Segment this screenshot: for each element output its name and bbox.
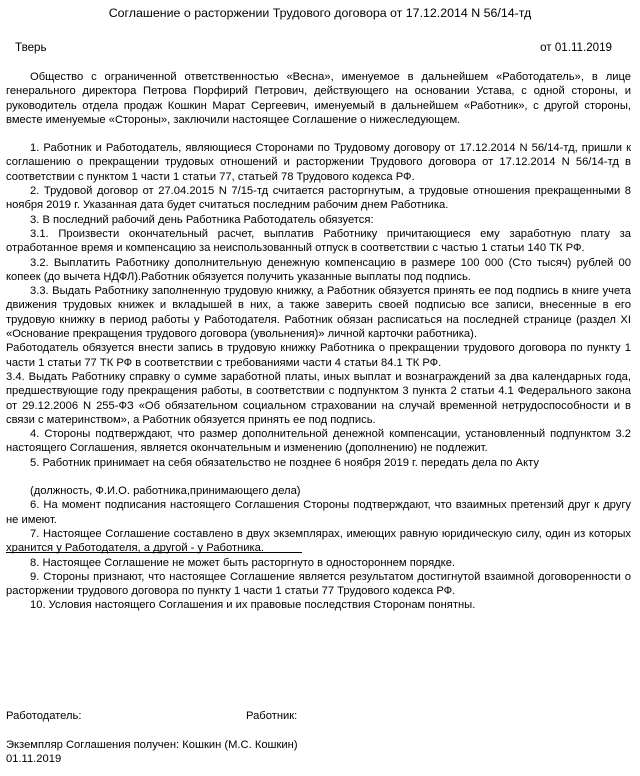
- city: Тверь: [15, 41, 47, 54]
- clause-9: 9. Стороны признают, что настоящее Соглашение является результатом достигнутой взаимной договоренности о расторжении трудового договора по пункту 1 части 1 статьи 77 Трудового кодекса РФ.: [6, 570, 631, 598]
- clause-3: 3. В последний рабочий день Работника Работодатель обязуется:: [30, 213, 374, 226]
- clause-3-4: 3.4. Выдать Работнику справку о сумме заработной платы, иных выплат и вознаграждений за два календарных года, предшествующие году прекращения работы, в соответствии с подпунктом 3 пункта 2 статьи 4.1 Федерального закона от 29.12.2006 N 255-ФЗ «Об обязательном социальном страховании на случай временной нетрудоспособности и в связи с материнством», а Работник обязуется принять ее под подпись.: [6, 370, 631, 426]
- clause-7: 7. Настоящее Соглашение составлено в двух экземплярах, имеющих равную юридическую силу, один из которых хранится у Работодателя, а другой - у Работника.: [6, 527, 631, 555]
- clause-10: 10. Условия настоящего Соглашения и их правовые последствия Сторонам понятны.: [30, 599, 476, 612]
- clause-2: 2. Трудовой договор от 27.04.2015 N 7/15-тд считается расторгнутым, а трудовые отношения прекращенными 8 ноября 2019 г. Указанная дата будет считаться последним рабочим днем Работника.: [6, 185, 631, 212]
- fill-in-line: [6, 552, 302, 553]
- clause-5-note: (должность, Ф.И.О. работника,принимающего дела): [30, 485, 301, 498]
- clause-3-3: 3.3. Выдать Работнику заполненную трудовую книжку, а Работник обязуется принять ее под подпись в книге учета движения трудовых книжек и вкладышей в них, а также заверить своей подписью все записи, внесенные в его трудовую книжку в период работы у Работодателя. Работник обязан расписаться на последней странице (раздел XI «Основание прекращения трудового договора (увольнения)» личной карточки работника).: [6, 285, 631, 341]
- spacer: [6, 127, 631, 141]
- document-title: Соглашение о расторжении Трудового договора от 17.12.2014 N 56/14-тд: [108, 6, 532, 20]
- received-date: 01.11.2019: [6, 753, 62, 765]
- spacer: [6, 470, 631, 484]
- document-date: от 01.11.2019: [540, 41, 612, 54]
- clause-4: 4. Стороны подтверждают, что размер дополнительной денежной компенсации, установленный подпунктом 3.2 настоящего Соглашения, является окончательным и изменению (дополнению) не подлежит.: [6, 428, 631, 455]
- clause-1: 1. Работник и Работодатель, являющиеся Сторонами по Трудовому договору от 17.12.2014 N 56/14-тд, пришли к соглашению о прекращении трудовых отношений и расторжении Трудового договора от 17.12.2014 N 56/14-тд в соответствии с пунктом 1 части 1 статьи 77, статьей 78 Трудового кодекса РФ.: [6, 142, 631, 183]
- intro-paragraph: Общество с ограниченной ответственностью «Весна», именуемое в дальнейшем «Работодатель», в лице генерального директора Петрова Порфирий Петрович, действующего на основании Устава, с одной стороны, и руководитель отдела продаж Кошкин Марат Сергеевич, именуемый в дальнейшем «Работник», с другой стороны, вместе именуемые «Стороны», заключили настоящее Соглашение о нижеследующем.: [6, 71, 631, 126]
- clause-3-3-continued: Работодатель обязуется внести запись в трудовую книжку Работника о прекращении трудового договора по пункту 1 части 1 статьи 77 ТК РФ в соответствии с требованиями части 4 статьи 84.1 ТК РФ.: [6, 342, 631, 369]
- clause-3-2: 3.2. Выплатить Работнику дополнительную денежную компенсацию в размере 100 000 (Сто тысяч) рублей 00 копеек (до вычета НДФЛ).Работник обязуется получить указанные выплаты под подпись.: [6, 256, 631, 283]
- clause-5: 5. Работник принимает на себя обязательство не позднее 6 ноября 2019 г. передать дела по Акту: [30, 456, 539, 469]
- received-statement: Экземпляр Соглашения получен: Кошкин (М.С. Кошкин): [6, 739, 298, 751]
- employer-signature-label: Работодатель:: [6, 710, 82, 722]
- clause-3-1: 3.1. Произвести окончательный расчет, выплатив Работнику причитающиеся ему заработную плату за отработанное время и компенсацию за неиспользованный отпуск в соответствии с частью 1 статьи 140 ТК РФ.: [6, 227, 631, 255]
- clause-8: 8. Настоящее Соглашение не может быть расторгнуто в одностороннем порядке.: [30, 556, 456, 569]
- clause-6: 6. На момент подписания настоящего Соглашения Стороны подтверждают, что взаимных претензий друг к другу не имеют.: [6, 499, 631, 526]
- employee-signature-label: Работник:: [246, 710, 298, 722]
- document-body: [6, 70, 631, 613]
